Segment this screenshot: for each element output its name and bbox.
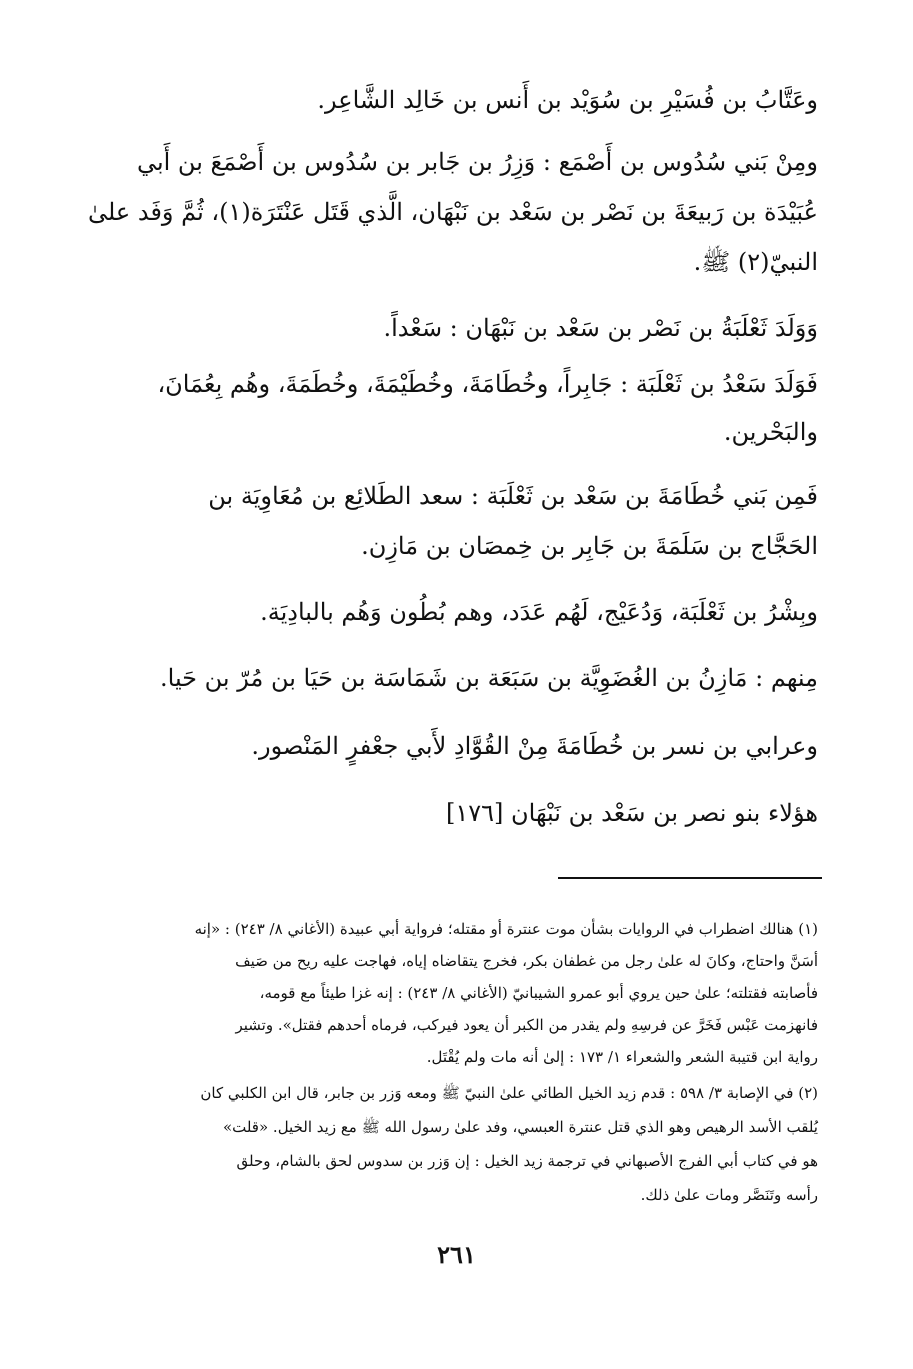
- footnote-line-6: (٢) في الإصابة ٣/ ٥٩٨ : قدم زيد الخيل الطائي علىٰ النبيّ ﷺ ومعه وَزر بن جابر، قال ابن الكلبي كان: [200, 1084, 818, 1102]
- body-line-3: عُبَيْدَة بن رَبيعَةَ بن نَصْر بن سَعْد بن نَبْهَان، الَّذي قَتَل عَنْتَرَة(١)، ثُمَّ وَفَد علىٰ: [87, 198, 818, 226]
- body-line-12: وعرابي بن نسر بن خُطَامَةَ مِنْ القُوَّادِ لأَبي جعْفرٍ المَنْصور.: [251, 732, 818, 760]
- footnote-separator: [558, 877, 822, 879]
- body-line-11: مِنهم : مَازِنُ بن الغُضَوِيَّة بن سَبَعَة بن شَمَاسَة بن حَيَا بن مُرّ بن حَيا.: [160, 664, 818, 692]
- body-line-9: الحَجَّاج بن سَلَمَةَ بن جَابِر بن خِمصَان بن مَازِن.: [361, 532, 818, 560]
- body-line-13: هؤلاء بنو نصر بن سَعْد بن نَبْهَان [١٧٦]: [446, 799, 818, 827]
- body-line-10: وبِشْرُ بن ثَعْلَبَة، وَدُعَيْج، لَهُم عَدَد، وهم بُطُون وَهُم بالبادِيَة.: [260, 598, 818, 626]
- footnote-line-2: أسَنَّ واحتاج، وكانَ له علىٰ رجل من غطفان بكر، فخرج يتقاضاه إياه، فهاجت عليه ريح من صَيف: [235, 952, 818, 970]
- footnote-line-7: يُلقب الأسد الرهيص وهو الذي قتل عنترة العبسي، وفد علىٰ رسول الله ﷺ مع زيد الخيل. «قلت»: [222, 1118, 818, 1136]
- body-line-5: وَوَلَدَ ثَعْلَبَةُ بن نَصْر بن سَعْد بن نَبْهَان : سَعْداً.: [383, 314, 818, 342]
- body-line-8: فَمِن بَني خُطَامَةَ بن سَعْد بن ثَعْلَبَة : سعد الطَلائِع بن مُعَاوِيَة بن: [208, 482, 818, 510]
- body-line-4: النبيّ(٢) ﷺ.: [693, 248, 818, 276]
- footnote-line-3: فأصابته فقتلته؛ علىٰ حين يروي أبو عمرو الشيبانيّ (الأغاني ٨/ ٢٤٣) : إنه غزا طيئاً مع قومه،: [259, 984, 818, 1002]
- footnote-line-5: رواية ابن قتيبة الشعر والشعراء ١/ ١٧٣ : إلىٰ أنه مات ولم يُقْتَل.: [426, 1048, 818, 1066]
- body-line-1: وعَتَّابُ بن فُسَيْرِ بن سُوَيْد بن أَنس بن خَالِد الشَّاعِر.: [317, 86, 818, 114]
- footnote-line-4: فانهزمت عَبْس فَخَرَّ عن فرسِهِ ولم يقدر من الكبر أن يعود فيركب، فرماه أحدهم فقتل». وتشير: [235, 1016, 818, 1034]
- body-line-2: ومِنْ بَني سُدُوس بن أَصْمَع : وَزِرُ بن جَابر بن سُدُوس بن أَصْمَعَ بن أَبي: [136, 148, 818, 176]
- body-line-6: فَوَلَدَ سَعْدُ بن ثَعْلَبَة : جَابِراً، وخُطَامَةَ، وخُطَيْمَةَ، وخُطَمَةَ، وهُم بِعُمَانَ،: [157, 370, 818, 398]
- footnote-line-8: هو في كتاب أبي الفرج الأصبهاني في ترجمة زيد الخيل : إن وَزر بن سدوس لحق بالشام، وحلق: [236, 1152, 818, 1170]
- footnote-line-1: (١) هنالك اضطراب في الروايات بشأن موت عنترة أو مقتله؛ فرواية أبي عبيدة (الأغاني ٨/ ٢٤٣) : «إنه: [194, 920, 818, 938]
- page-number: ٢٦١: [437, 1240, 476, 1269]
- body-line-7: والبَحْرين.: [723, 418, 818, 446]
- footnote-line-9: رأسه وتَنَصَّر ومات علىٰ ذلك.: [640, 1186, 818, 1204]
